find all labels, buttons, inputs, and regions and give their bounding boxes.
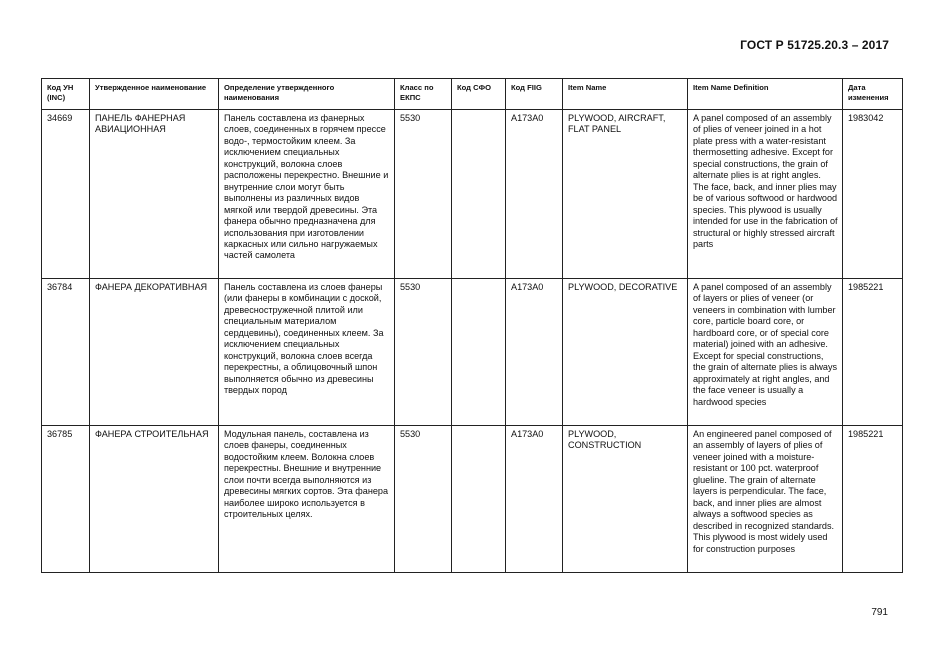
cell-ekps-class: 5530 xyxy=(395,426,452,573)
table-row xyxy=(42,426,903,573)
cell-item-definition: A panel composed of an assembly of plies of veneer joined in a hot plate press with a water-resistant thermosetting adhesive. Except for special constructions, the grain of alternate plies is at right angles. The face, back, and inner plies may be of various softwood or hardwood species. This plywood is usually intended for use in the fabrication of structural or highly stressed aircraft parts xyxy=(688,110,843,279)
cell-change-date: 1985221 xyxy=(843,279,903,426)
cell-fiig-code: A173A0 xyxy=(506,279,563,426)
cell-sfo-code xyxy=(452,426,506,573)
column-header-inc: Код УН (INC) xyxy=(42,79,90,110)
cell-name-ru: ФАНЕРА ДЕКОРАТИВНАЯ xyxy=(90,279,219,426)
cell-item-name: PLYWOOD, CONSTRUCTION xyxy=(563,426,688,573)
table-row xyxy=(42,279,903,426)
cell-sfo-code xyxy=(452,279,506,426)
cell-name-ru: ПАНЕЛЬ ФАНЕРНАЯ АВИАЦИОННАЯ xyxy=(90,110,219,279)
cell-item-name: PLYWOOD, DECORATIVE xyxy=(563,279,688,426)
cell-name-ru: ФАНЕРА СТРОИТЕЛЬНАЯ xyxy=(90,426,219,573)
cell-ekps-class: 5530 xyxy=(395,279,452,426)
column-header-change-date: Дата изменения xyxy=(843,79,903,110)
cell-change-date: 1983042 xyxy=(843,110,903,279)
table-header-row xyxy=(42,79,903,110)
cell-item-definition: An engineered panel composed of an assembly of layers of plies of veneer joined with a moisture-resistant or 100 pct. waterproof glueline. The grain of alternate layers is perpendicular. The face, back, and inner plies are almost always a softwood species as described in recognized standards. This plywood is most widely used for construction purposes xyxy=(688,426,843,573)
column-header-item-definition: Item Name Definition xyxy=(688,79,843,110)
cell-inc: 36785 xyxy=(42,426,90,573)
cell-change-date: 1985221 xyxy=(843,426,903,573)
column-header-sfo-code: Код СФО xyxy=(452,79,506,110)
document-standard-header: ГОСТ Р 51725.20.3 – 2017 xyxy=(740,38,889,52)
cell-definition-ru: Панель составлена из слоев фанеры (или фанеры в комбинации с доской, древесностружечной плитой или специальным материалом сердцевины), соединенных клеем. За исключением специальных конструкций, волокна слоев всегда перекрестны, а облицовочный шпон выполняется обычно из древесины твердых пород xyxy=(219,279,395,426)
column-header-ekps-class: Класс по ЕКПС xyxy=(395,79,452,110)
catalog-table xyxy=(41,78,903,573)
cell-ekps-class: 5530 xyxy=(395,110,452,279)
page-number: 791 xyxy=(871,607,888,618)
cell-item-name: PLYWOOD, AIRCRAFT, FLAT PANEL xyxy=(563,110,688,279)
column-header-definition-ru: Определение утвержденного наименования xyxy=(219,79,395,110)
cell-inc: 36784 xyxy=(42,279,90,426)
cell-item-definition: A panel composed of an assembly of layers or plies of veneer (or veneers in combination with lumber core, particle board core, or hardboard core, or of special core material) joined with an adhesive. Except for special constructions, the grain of alternate plies is always approximately at right angles, and the face veneer is usually a hardwood species xyxy=(688,279,843,426)
column-header-name-ru: Утвержденное наименование xyxy=(90,79,219,110)
cell-fiig-code: A173A0 xyxy=(506,426,563,573)
cell-sfo-code xyxy=(452,110,506,279)
column-header-fiig-code: Код FIIG xyxy=(506,79,563,110)
cell-fiig-code: A173A0 xyxy=(506,110,563,279)
cell-definition-ru: Модульная панель, составлена из слоев фанеры, соединенных водостойким клеем. Волокна слоев перекрестны. Внешние и внутренние слои почти всегда выполняются из древесины мягких сортов. Эта фанера наиболее широко используется в строительных целях. xyxy=(219,426,395,573)
column-header-item-name: Item Name xyxy=(563,79,688,110)
cell-inc: 34669 xyxy=(42,110,90,279)
cell-definition-ru: Панель составлена из фанерных слоев, соединенных в горячем прессе водо-, термостойким клеем. За исключением специальных конструкций, волокна слоев расположены перекрестно. Внешние и внутренние слои могут быть выполнены из различных видов мягкой или твердой древесины. Эта фанера обычно предназначена для использования при изготовлении каркасных или сильно нагружаемых частей самолета xyxy=(219,110,395,279)
table-row xyxy=(42,110,903,279)
